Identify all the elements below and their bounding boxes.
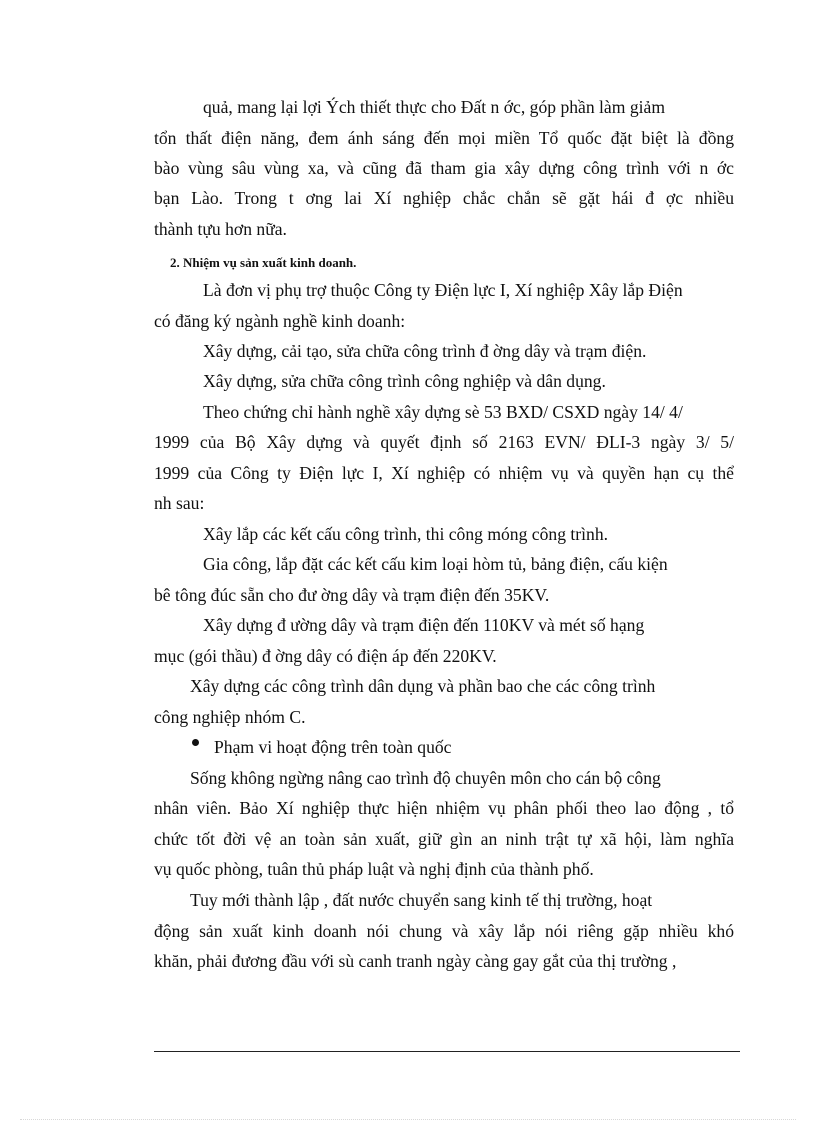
para4-line-3: chức tốt đời vệ an toàn sản xuất, giữ gìn an ninh trật tự xã hội, làm nghĩa [154,829,734,849]
para3-line-3: 1999 của Công ty Điện lực I, Xí nghiệp có nhiệm vụ và quyền hạn cụ thể [154,463,734,483]
para5-line-2: động sản xuất kinh doanh nói chung và xây lắp nói riêng gặp nhiều khó [154,921,734,941]
para1-line-1: quả, mang lại lợi Ých thiết thực cho Đất n ớc, góp phần làm giảm [203,97,666,117]
list-item-5-line-1: Xây dựng đ ường dây và trạm điện đến 110KV và mét số hạng [203,615,645,635]
para4-line-2: nhân viên. Bảo Xí nghiệp thực hiện nhiệm vụ phân phối theo lao động , tổ [154,798,734,818]
para1-line-4: bạn Lào. Trong t ơng lai Xí nghiệp chắc chắn sẽ gặt hái đ ợc nhiều [154,188,734,208]
para3-line-1: Theo chứng chỉ hành nghề xây dựng sè 53 BXD/ CSXD ngày 14/ 4/ [203,402,683,422]
list-item-6-line-1: Xây dựng các công trình dân dụng và phần bao che các công trình [190,676,656,696]
para2-line-1: Là đơn vị phụ trợ thuộc Công ty Điện lực I, Xí nghiệp Xây lắp Điện [203,280,683,300]
list-item-3: Xây lắp các kết cấu công trình, thi công móng công trình. [203,524,609,544]
list-item-5-line-2: mục (gói thầu) đ ờng dây có điện áp đến 220KV. [154,646,497,666]
para1-line-5: thành tựu hơn nữa. [154,219,287,239]
list-item-4-line-1: Gia công, lắp đặt các kết cấu kim loại hòm tủ, bảng điện, cấu kiện [203,554,668,574]
bullet-item: Phạm vi hoạt động trên toàn quốc [214,737,452,757]
list-item-4-line-2: bê tông đúc sẵn cho đư ờng dây và trạm điện đến 35KV. [154,585,550,605]
footer-divider [154,1051,740,1052]
section-heading: 2. Nhiệm vụ sản xuất kinh doanh. [170,255,357,270]
para4-line-4: vụ quốc phòng, tuân thủ pháp luật và nghị định của thành phố. [154,859,594,879]
para3-line-2: 1999 của Bộ Xây dựng và quyết định số 2163 EVN/ ĐLI-3 ngày 3/ 5/ [154,432,734,452]
para1-line-2: tổn thất điện năng, đem ánh sáng đến mọi miền Tổ quốc đặt biệt là đồng [154,128,734,148]
para2-line-2: có đăng ký ngành nghề kinh doanh: [154,311,406,331]
bullet-icon [192,739,199,746]
list-item-6-line-2: công nghiệp nhóm C. [154,707,306,727]
para3-line-4: nh sau: [154,493,205,513]
list-item-2: Xây dựng, sửa chữa công trình công nghiệp và dân dụng. [203,371,606,391]
para1-line-3: bào vùng sâu vùng xa, và cũng đã tham gia xây dựng công trình với n ớc [154,158,734,178]
para5-line-1: Tuy mới thành lập , đất nước chuyển sang kinh tế thị trường, hoạt [190,890,653,910]
para5-line-3: khăn, phải đương đầu với sù canh tranh ngày càng gay gắt của thị trường , [154,951,677,971]
para4-line-1: Sống không ngừng nâng cao trình độ chuyên môn cho cán bộ công [190,768,661,788]
page-edge-dotted-line [20,1119,796,1120]
list-item-1: Xây dựng, cải tạo, sửa chữa công trình đ ờng dây và trạm điện. [203,341,647,361]
